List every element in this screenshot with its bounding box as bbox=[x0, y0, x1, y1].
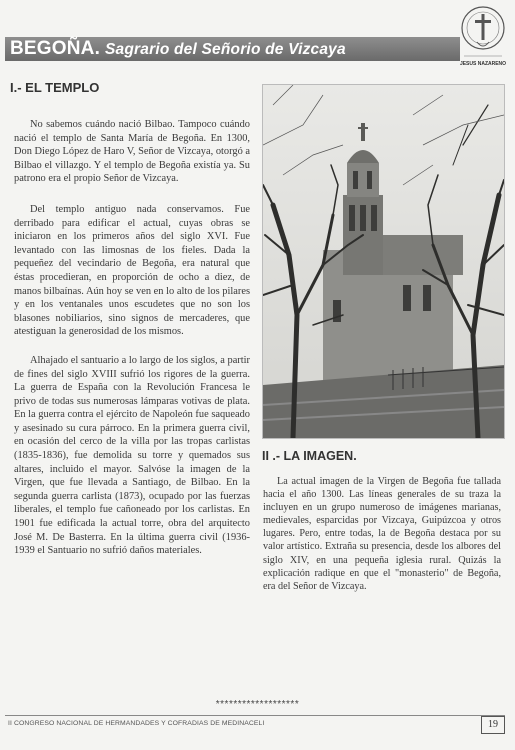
title-main: BEGOÑA. bbox=[10, 38, 101, 59]
church-photo bbox=[262, 84, 505, 439]
separator-stars: ******************* bbox=[215, 699, 300, 710]
page-title bbox=[10, 36, 346, 62]
section-heading-templo: I.- EL TEMPLO bbox=[10, 80, 100, 95]
footer-divider bbox=[5, 715, 505, 716]
section-heading-imagen: II .- LA IMAGEN. bbox=[262, 449, 357, 463]
paragraph: La actual imagen de la Virgen de Begoña fue tallada hacia el año 1300. Las líneas generales de su traza la incluyen en un grupo numeroso de imágenes marianas, medievales, esparcidas por Vizcaya, Guipúzcoa y otros lugares. Pero, entre todas, la de Begoña destaca por su valor artístico. Extraña su presencia, desde los albores del siglo XIV, en una pequeña iglesia rural. Quizás la explicación radique en que el "monasterio" de Begoña, era del Señor de Vizcaya. bbox=[263, 476, 501, 592]
paragraph: Del templo antiguo nada conservamos. Fue derribado para edificar el actual, cuyas obras se iniciaron en los primeros años del siglo XVI. Fue levantado con las limosnas de los fieles. Dada la pequeñez del vecindario de Begoña, era natural que éstas procedieran, en proporción de ocho a diez, de manos bilbaínas. Aún hoy se ven en lo alto de los pilares y en los ventanales unos escudetes que no son los blasones nobiliarios, sino signos de mercaderes, que atestiguan la generosidad de los mismos. bbox=[14, 203, 250, 338]
title-rest: Sagrario del Señorio de Vizcaya bbox=[105, 41, 346, 58]
left-column-text bbox=[14, 118, 250, 575]
paragraph: No sabemos cuándo nació Bilbao. Tampoco cuándo nació el templo de Santa María de Begoña. En 1300, Don Diego López de Haro V, Señor de Vizcaya, otorgó a Bilbao el villazgo. Y el templo de Begoña existía ya. Su patrono era el propio Señor de Vizcaya. bbox=[14, 119, 250, 185]
church-photo-icon bbox=[263, 85, 504, 438]
right-column-text bbox=[263, 475, 501, 593]
paragraph: Alhajado el santuario a lo largo de los siglos, a partir de fines del siglo XVIII sufrió los rigores de la guerra. La guerra de España con la Revolución Francesa le privo de todas sus numerosas lámparas votivas de plata. En la guerra contra el ejército de Napoleón fue saqueado y asesinado su cura párroco. En la primera guerra civil, en ocasión del cerco de la villa por las tropas carlistas (1835-1836), fue demolida su torre y quemados sus altares, incluido el mayor. Salvóse la imagen de la Virgen, que fue llevada a Santiago, de Bilbao. En la segunda guerra carlista (1873), ocupado por las fuerzas liberales, el templo fue cañoneado por los carlistas. En 1901 fue edificada la actual torre, obra del arquitecto José M. De Basterra. En la última guerra civil (1936-1939 el Santuario no sufrió daños materiales. bbox=[14, 354, 250, 557]
page-number: 19 bbox=[481, 716, 505, 734]
brotherhood-logo-icon bbox=[458, 4, 508, 68]
footer-text: II CONGRESO NACIONAL DE HERMANDADES Y COFRADIAS DE MEDINACELI bbox=[8, 720, 265, 727]
logo-caption: JESUS NAZARENO bbox=[459, 61, 507, 67]
